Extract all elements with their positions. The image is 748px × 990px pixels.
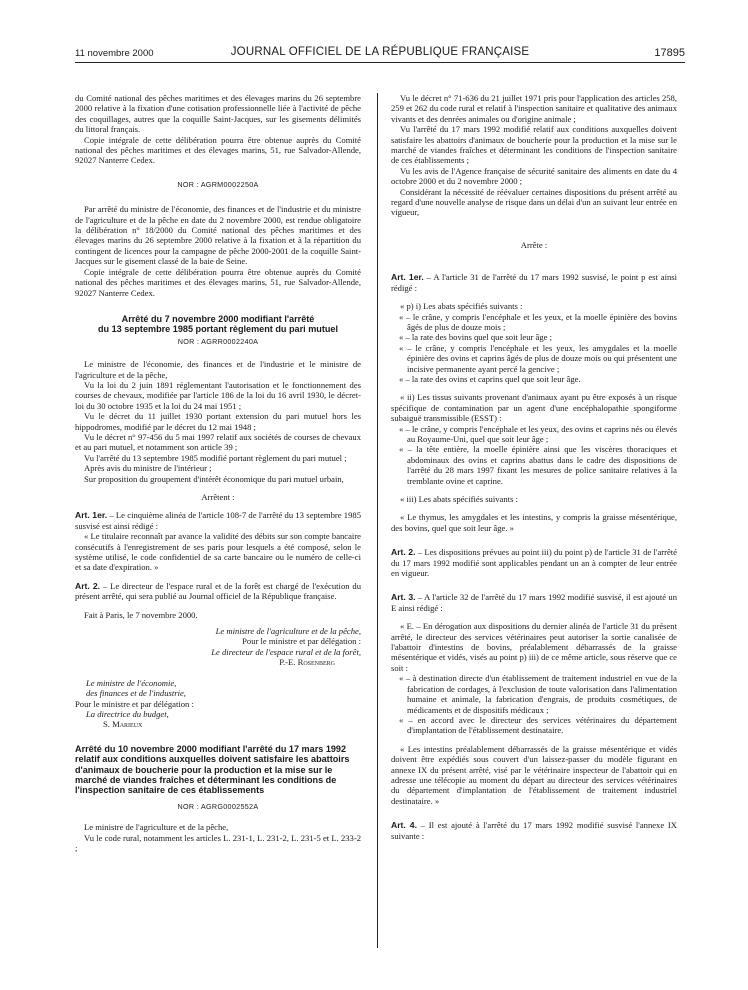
article-label: Art. 2. <box>75 580 101 591</box>
done-at: Fait à Paris, le 7 novembre 2000. <box>84 609 198 620</box>
signature-line: Le directeur de l'espace rural et de la forêt, <box>211 646 361 657</box>
paragraph: Par arrêté du ministre de l'économie, des finances et de l'industrie et du ministre de l'agriculture et de la pêche en date du 2 novembre 2000, est rendue obligatoire la délibération n° 18/2000 du Comité national des pêches maritimes et des élevages marins du 26 septembre 2000 relative à la fixation et à la répartition du contingent de licences pour la campagne de pêche 2000-2001 de la coquille Saint-Jacques sur le gisement classé de la baie de Seine. <box>75 204 361 267</box>
list-item: « – le crâne, y compris l'encéphale et les yeux, et la moelle épinière des bovins âgés de plus de douze mois ; <box>399 311 677 332</box>
article-2 <box>75 581 361 602</box>
paragraph: « Les intestins préalablement débarrassés de la graisse mésentérique et vidés doivent être expédiés sous couvert d'un laissez-passer du modèle figurant en annexe IX du présent arrêté, visé par le vétérinaire inspecteur de l'abattoir qui en adresse une télécopie au moment du départ au directeur des services vétérinaires du département d'implantation de l'établissement de traitement industriel destinataire. » <box>391 743 677 806</box>
nor-reference: NOR : AGRG0002552A <box>177 801 259 811</box>
paragraph: « E. – En dérogation aux dispositions du dernier alinéa de l'article 31 du présent arrêté, le directeur des services vétérinaires peut autoriser la sortie canalisée de l'abattoir d'intestins de bovins, préalablement débarrassés de la graisse mésentérique et vidés, visés au point p) iii) de ce même article, sous réserve que ce soit : <box>391 621 677 673</box>
nor-reference: NOR : AGRM0002250A <box>177 179 259 189</box>
paragraph: Vu l'arrêté du 17 mars 1992 modifié relatif aux conditions auxquelles doivent satisfaire les abattoirs d'animaux de boucherie pour la production et la mise sur le marché de viandes fraîches et déterminant les conditions de l'inspection sanitaire de ces établissements ; <box>391 124 677 166</box>
list-item: « – à destination directe d'un établissement de traitement industriel en vue de la fabrication de cordages, à l'exclusion de toute valorisation dans l'alimentation humaine et animale, la fabrication d'engrais, de produits cosmétiques, de médicaments et de dispositifs médicaux ; <box>399 673 677 715</box>
article-3 <box>391 592 677 613</box>
page-header <box>75 46 685 62</box>
paragraph: Vu l'arrêté du 13 septembre 1985 modifié portant règlement du pari mutuel ; <box>84 452 347 463</box>
signature-line: des finances et de l'industrie, <box>86 688 186 699</box>
quote: « Le thymus, les amygdales et les intestins, y compris la graisse mésentérique, des bovins, quel que soit leur âge. » <box>391 512 677 533</box>
paragraph: Vu le décret n° 97-456 du 5 mai 1997 relatif aux sociétés de courses de chevaux et au pari mutuel, et notamment son article 39 ; <box>75 431 361 453</box>
paragraph: « p) i) Les abats spécifiés suivants : <box>400 301 523 312</box>
page-number: 17895 <box>654 47 685 59</box>
paragraph: Vu le décret du 11 juillet 1930 portant extension du pari mutuel hors les hippodromes, modifié par le décret du 12 mai 1948 ; <box>75 411 361 432</box>
paragraph: Le ministre de l'agriculture et de la pêche, <box>84 822 229 833</box>
article-text: – A l'article 31 de l'arrêté du 17 mars 1992 susvisé, le point p est ainsi rédigé : <box>391 272 677 293</box>
signature-line: La directrice du budget, <box>86 708 169 719</box>
list-item: « – le crâne, y compris l'encéphale et les yeux, des ovins et caprins nés ou élevés au Royaume-Uni, quel que soit leur âge ; <box>399 423 677 444</box>
article-text: – Il est ajouté à l'arrêté du 17 mars 1992 modifié susvisé l'annexe IX suivante : <box>391 820 677 841</box>
article-text: – Le cinquième alinéa de l'article 108-7 de l'arrêté du 13 septembre 1985 susvisé est ainsi rédigé : <box>75 510 361 531</box>
decree-title <box>75 314 361 335</box>
signature-line: Le ministre de l'agriculture et de la pêche, <box>215 626 361 637</box>
left-column <box>75 93 361 963</box>
paragraph: « ii) Les tissus suivants provenant d'animaux ayant pu être exposés à un risque spécifique de contamination par un agent d'une encéphalopathie spongiforme subaiguë transmissible (ESST) : <box>391 392 677 424</box>
paragraph: Vu les avis de l'Agence française de sécurité sanitaire des aliments en date du 4 octobre 2000 et du 2 novembre 2000 ; <box>391 165 677 187</box>
decree-title-line: du 13 septembre 1985 portant règlement du pari mutuel <box>97 324 339 335</box>
header-rule <box>75 62 685 63</box>
paragraph: Vu le décret n° 71-636 du 21 juillet 1971 pris pour l'application des articles 258, 259 et 262 du code rural et relatif à l'inspection sanitaire et qualitative des animaux vivants et des denrées animales ou d'origine animale ; <box>391 93 677 124</box>
right-column <box>391 93 677 963</box>
signature-line: Le ministre de l'économie, <box>86 677 177 688</box>
nor-reference: NOR : AGRR0002240A <box>177 336 259 346</box>
list-item: « – en accord avec le directeur des services vétérinaires du département d'implantation de l'établissement destinataire. <box>399 714 677 736</box>
article-label: Art. 1er. <box>391 272 424 283</box>
list-item: « – le crâne, y compris l'encéphale et les yeux, les amygdales et la moelle épinière des ovins et caprins âgés de plus de douze mois ou qui présentent une incisive permanente ayant percé la gencive ; <box>399 342 677 374</box>
signature-line: Pour le ministre et par délégation : <box>242 636 361 647</box>
paragraph: Le ministre de l'économie, des finances et de l'industrie et le ministre de l'agriculture et de la pêche, <box>75 359 361 380</box>
article-2 <box>391 547 677 578</box>
article-label: Art. 2. <box>391 547 416 558</box>
arretent-heading: Arrêtent : <box>201 492 235 502</box>
quote: « Le titulaire reconnaît par avance la validité des débits sur son compte bancaire consécutifs à l'enregistrement de ses paris pour lesquels a été composé, selon le système utilisé, le code confidentiel de sa carte bancaire ou le numéro de celle-ci et sa date d'expiration. » <box>75 531 361 573</box>
header-date: 11 novembre 2000 <box>75 48 154 59</box>
paragraph: « iii) Les abats spécifiés suivants : <box>400 494 518 504</box>
paragraph: Vu le code rural, notamment les articles L. 231-1, L. 231-2, L. 231-5 et L. 233-2 ; <box>75 832 361 853</box>
article-1 <box>391 272 677 293</box>
list-item: « – la rate des bovins quel que soit leur âge ; <box>399 332 552 343</box>
paragraph: Considérant la nécessité de réévaluer certaines dispositions du présent arrêté au regard d'une nouvelle analyse de risque dans un délai d'un an suivant leur entrée en vigueur, <box>391 186 677 218</box>
decree-title-line: Arrêté du 7 novembre 2000 modifiant l'arrêté <box>121 313 315 324</box>
article-1 <box>75 510 361 531</box>
article-label: Art. 3. <box>391 592 416 603</box>
signature-name: S. Marieux <box>103 719 143 730</box>
article-label: Art. 4. <box>391 820 417 831</box>
decree-title: Arrêté du 10 novembre 2000 modifiant l'arrêté du 17 mars 1992 relatif aux conditions auxquelles doivent satisfaire les abattoirs d'animaux de boucherie pour la production et la mise sur le marché de viandes fraîches et déterminant les conditions de l'inspection sanitaire de ces établissements <box>75 743 350 796</box>
paragraph: Vu la loi du 2 juin 1891 réglementant l'autorisation et le fonctionnement des courses de chevaux, modifiée par l'article 186 de la loi du 16 avril 1930, le décret-loi du 30 octobre 1935 et la loi du 24 mai 1951 ; <box>75 379 361 411</box>
paragraph: Copie intégrale de cette délibération pourra être obtenue auprès du Comité national des pêches maritimes et des élevages marins, 51, rue Salvador-Allende, 92027 Nanterre Cedex. <box>75 266 361 298</box>
journal-title: JOURNAL OFFICIEL DE LA RÉPUBLIQUE FRANÇAISE <box>230 46 530 58</box>
article-4 <box>391 820 677 841</box>
article-text: – Le directeur de l'espace rural et de la forêt est chargé de l'exécution du présent arrêté, qui sera publié au Journal officiel de la République française. <box>75 580 361 602</box>
list-item: « – la rate des ovins et caprins quel que soit leur âge. <box>399 373 581 384</box>
article-text: – A l'article 32 de l'arrêté du 17 mars 1992 modifié susvisé, il est ajouté un E ainsi rédigé : <box>391 592 677 613</box>
paragraph: Sur proposition du groupement d'intérêt économique du pari mutuel urbain, <box>84 473 344 484</box>
paragraph: du Comité national des pêches maritimes et des élevages marins du 26 septembre 2000 relative à la fixation d'une cotisation professionnelle liée à l'activité de pêche des coquillages, autres que la coquille Saint-Jacques, sur les gisements délimités du littoral français. <box>75 93 361 135</box>
column-divider <box>377 93 378 948</box>
article-text: – Les dispositions prévues au point iii) du point p) de l'article 31 de l'arrêté du 17 mars 1992 modifié sont applicables pendant un an à compter de leur entrée en vigueur. <box>391 547 677 579</box>
paragraph: Après avis du ministre de l'intérieur ; <box>84 463 212 474</box>
article-label: Art. 1er. <box>75 510 108 521</box>
arrete-heading: Arrête : <box>520 239 548 250</box>
list-item: « – la tête entière, la moelle épinière ainsi que les viscères thoraciques et abdominaux des ovins et caprins abattus dans le cadre des dispositions de l'arrêté du 28 mars 1997 fixant les mesures de police sanitaire relatives à la tremblante ovine et caprine. <box>399 444 677 486</box>
signature-name: P.-E. Rosenberg <box>279 657 335 668</box>
paragraph: Copie intégrale de cette délibération pourra être obtenue auprès du Comité national des pêches maritimes et des élevages marins, 51, rue Salvador-Allende, 92027 Nanterre Cedex. <box>75 134 361 166</box>
signature-line: Pour le ministre et par délégation : <box>75 698 194 709</box>
